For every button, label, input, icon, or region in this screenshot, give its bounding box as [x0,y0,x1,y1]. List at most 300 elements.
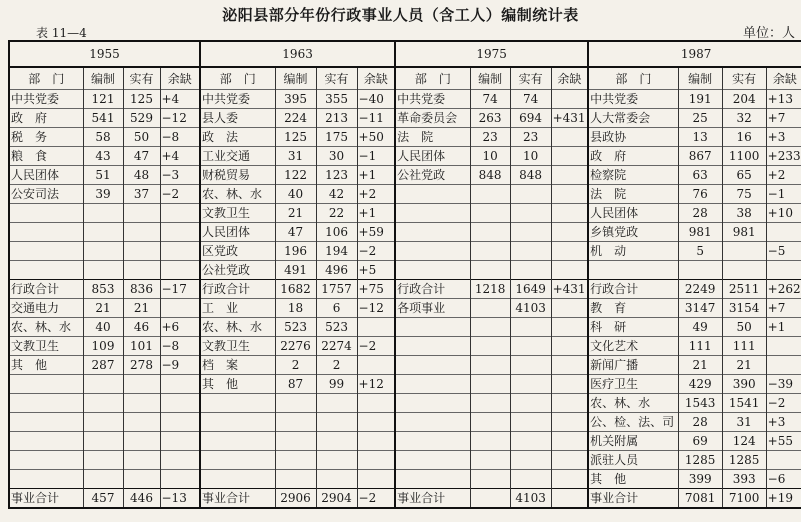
cell-quota [275,451,316,470]
cell-quota [83,204,123,223]
cell-balance: +431 [551,280,588,299]
column-header: 部 门 [588,67,678,90]
year-header: 1975 [395,41,588,67]
cell-unit [200,394,275,413]
column-header: 编制 [83,67,123,90]
cell-actual [123,223,160,242]
cell-quota: 21 [83,299,123,318]
cell-unit: 人民团体 [588,204,678,223]
cell-balance: +262 [766,280,801,299]
cell-unit: 政 府 [9,109,83,128]
cell-quota: 457 [83,489,123,509]
cell-actual: 1757 [316,280,357,299]
cell-actual: 42 [316,185,357,204]
cell-quota: 399 [678,470,722,489]
cell-balance [766,337,801,356]
cell-actual: 74 [510,90,551,109]
cell-quota [678,261,722,280]
cell-unit: 工 业 [200,299,275,318]
cell-quota: 1285 [678,451,722,470]
cell-balance: −2 [357,242,395,261]
cell-unit [200,470,275,489]
cell-quota [470,470,510,489]
cell-actual [510,432,551,451]
cell-quota [470,318,510,337]
cell-unit: 人民团体 [9,166,83,185]
cell-actual [123,242,160,261]
cell-balance: −17 [160,280,200,299]
column-header: 部 门 [9,67,83,90]
cell-balance [160,413,200,432]
cell-actual [722,261,766,280]
cell-actual: 1649 [510,280,551,299]
table-row [9,204,801,223]
cell-quota: 58 [83,128,123,147]
cell-actual [123,261,160,280]
cell-balance: +55 [766,432,801,451]
cell-balance: +12 [357,375,395,394]
cell-quota: 10 [470,147,510,166]
cell-quota: 1218 [470,280,510,299]
cell-actual: 10 [510,147,551,166]
cell-unit: 各项事业 [395,299,470,318]
cell-balance [160,451,200,470]
cell-balance: +3 [766,128,801,147]
cell-actual: 529 [123,109,160,128]
table-row [9,375,801,394]
cell-balance: +10 [766,204,801,223]
cell-balance: −13 [160,489,200,509]
cell-quota [470,451,510,470]
cell-quota: 49 [678,318,722,337]
cell-balance [551,204,588,223]
cell-actual [123,375,160,394]
cell-balance [357,470,395,489]
cell-balance: −2 [766,394,801,413]
cell-quota: 224 [275,109,316,128]
cell-unit: 检察院 [588,166,678,185]
cell-balance: −1 [766,185,801,204]
cell-actual [510,185,551,204]
cell-quota: 18 [275,299,316,318]
cell-unit [9,470,83,489]
cell-unit: 农、林、水 [9,318,83,337]
cell-actual [510,394,551,413]
cell-balance [551,451,588,470]
cell-actual [510,242,551,261]
cell-unit: 人大常委会 [588,109,678,128]
cell-actual: 393 [722,470,766,489]
cell-actual [123,451,160,470]
cell-quota [470,204,510,223]
cell-actual [123,413,160,432]
cell-unit: 其 他 [200,375,275,394]
cell-quota: 2 [275,356,316,375]
cell-quota [470,337,510,356]
cell-actual [316,432,357,451]
cell-quota: 40 [275,185,316,204]
cell-actual: 22 [316,204,357,223]
cell-balance: −40 [357,90,395,109]
cell-balance: −2 [160,185,200,204]
column-header: 余缺 [766,67,801,90]
cell-unit: 交通电力 [9,299,83,318]
cell-quota [275,394,316,413]
cell-unit [200,413,275,432]
cell-unit [9,451,83,470]
table-row [9,413,801,432]
cell-actual: 31 [722,413,766,432]
cell-actual: 21 [722,356,766,375]
cell-balance [551,375,588,394]
cell-actual: 2 [316,356,357,375]
cell-unit: 公社党政 [395,166,470,185]
cell-unit [395,185,470,204]
cell-quota: 122 [275,166,316,185]
cell-balance [160,261,200,280]
cell-quota: 111 [678,337,722,356]
cell-balance: +233 [766,147,801,166]
cell-quota [83,242,123,261]
cell-actual: 981 [722,223,766,242]
cell-balance: +2 [357,185,395,204]
cell-quota: 21 [678,356,722,375]
cell-quota [275,470,316,489]
cell-actual: 46 [123,318,160,337]
cell-quota: 87 [275,375,316,394]
cell-unit: 政 府 [588,147,678,166]
cell-actual: 75 [722,185,766,204]
cell-quota: 40 [83,318,123,337]
table-row [9,261,801,280]
cell-unit: 档 案 [200,356,275,375]
cell-actual: 125 [123,90,160,109]
cell-quota: 39 [83,185,123,204]
cell-balance: +2 [766,166,801,185]
cell-actual [316,394,357,413]
cell-actual [123,394,160,413]
cell-unit: 工业交通 [200,147,275,166]
cell-quota: 28 [678,204,722,223]
cell-balance [551,432,588,451]
cell-balance [160,394,200,413]
year-header: 1987 [588,41,801,67]
cell-quota [470,242,510,261]
column-header: 实有 [722,67,766,90]
column-header: 实有 [316,67,357,90]
cell-actual: 694 [510,109,551,128]
cell-balance [551,337,588,356]
cell-unit: 农、林、水 [200,185,275,204]
cell-actual: 3154 [722,299,766,318]
cell-quota [83,375,123,394]
cell-unit [395,432,470,451]
table-row [9,90,801,109]
cell-quota [470,299,510,318]
cell-actual [722,242,766,261]
cell-unit: 区党政 [200,242,275,261]
cell-unit [395,356,470,375]
cell-quota: 491 [275,261,316,280]
column-header: 实有 [123,67,160,90]
cell-balance: +6 [160,318,200,337]
cell-actual: 16 [722,128,766,147]
cell-quota: 25 [678,109,722,128]
cell-quota: 28 [678,413,722,432]
cell-actual: 4103 [510,299,551,318]
cell-quota: 981 [678,223,722,242]
cell-unit [395,413,470,432]
cell-unit [395,204,470,223]
cell-unit: 县政协 [588,128,678,147]
cell-balance [551,356,588,375]
cell-actual: 213 [316,109,357,128]
cell-actual: 65 [722,166,766,185]
cell-actual [316,413,357,432]
cell-balance [551,128,588,147]
cell-unit: 乡镇党政 [588,223,678,242]
cell-actual: 7100 [722,489,766,509]
column-header: 实有 [510,67,551,90]
cell-balance: +5 [357,261,395,280]
cell-quota [83,432,123,451]
staffing-table [8,40,801,509]
table-row [9,432,801,451]
cell-unit: 文教卫生 [200,337,275,356]
cell-quota [470,413,510,432]
cell-actual: 278 [123,356,160,375]
cell-balance: −11 [357,109,395,128]
cell-unit: 中共党委 [200,90,275,109]
cell-actual: 194 [316,242,357,261]
column-header: 编制 [275,67,316,90]
cell-actual: 123 [316,166,357,185]
cell-quota: 5 [678,242,722,261]
cell-unit: 粮 食 [9,147,83,166]
cell-unit: 其 他 [9,356,83,375]
cell-actual: 50 [722,318,766,337]
cell-unit [395,470,470,489]
cell-quota: 125 [275,128,316,147]
table-row [9,242,801,261]
cell-quota [470,432,510,451]
cell-actual: 175 [316,128,357,147]
cell-quota: 3147 [678,299,722,318]
cell-unit [395,394,470,413]
cell-unit: 医疗卫生 [588,375,678,394]
cell-unit [395,375,470,394]
cell-unit: 公社党政 [200,261,275,280]
cell-unit: 中共党委 [395,90,470,109]
cell-unit: 其 他 [588,470,678,489]
cell-unit: 人民团体 [200,223,275,242]
cell-actual [123,432,160,451]
cell-unit: 文教卫生 [9,337,83,356]
cell-unit: 机 动 [588,242,678,261]
cell-unit [9,394,83,413]
cell-quota: 541 [83,109,123,128]
cell-unit [395,261,470,280]
cell-quota [470,223,510,242]
cell-actual: 390 [722,375,766,394]
cell-balance: +7 [766,109,801,128]
cell-unit: 事业合计 [200,489,275,509]
cell-quota [470,356,510,375]
cell-unit: 法 院 [395,128,470,147]
cell-balance [357,318,395,337]
cell-quota: 31 [275,147,316,166]
cell-balance: −8 [160,337,200,356]
cell-balance: −12 [357,299,395,318]
cell-unit [9,223,83,242]
cell-actual: 4103 [510,489,551,509]
cell-quota: 63 [678,166,722,185]
cell-quota: 51 [83,166,123,185]
cell-actual: 2511 [722,280,766,299]
table-row [9,318,801,337]
cell-balance [160,204,200,223]
cell-balance [766,451,801,470]
cell-quota: 848 [470,166,510,185]
cell-actual: 1541 [722,394,766,413]
cell-balance: +75 [357,280,395,299]
cell-unit: 行政合计 [588,280,678,299]
column-header: 部 门 [200,67,275,90]
year-header: 1955 [9,41,200,67]
table-number: 表 11—4 [36,26,87,40]
cell-unit [395,451,470,470]
cell-quota: 13 [678,128,722,147]
cell-quota: 429 [678,375,722,394]
cell-balance: +50 [357,128,395,147]
cell-balance [551,185,588,204]
cell-actual: 836 [123,280,160,299]
table-row [9,489,801,509]
cell-unit: 政 法 [200,128,275,147]
cell-unit: 机关附属 [588,432,678,451]
cell-actual: 99 [316,375,357,394]
cell-unit: 农、林、水 [200,318,275,337]
cell-balance [766,356,801,375]
cell-actual: 48 [123,166,160,185]
cell-unit: 农、林、水 [588,394,678,413]
cell-actual: 21 [123,299,160,318]
cell-unit [9,204,83,223]
cell-actual: 38 [722,204,766,223]
cell-actual [510,204,551,223]
cell-quota: 7081 [678,489,722,509]
cell-quota: 121 [83,90,123,109]
cell-actual: 101 [123,337,160,356]
cell-quota [470,375,510,394]
cell-unit: 财税贸易 [200,166,275,185]
cell-unit: 公、检、法、司 [588,413,678,432]
cell-actual [510,223,551,242]
cell-balance: −1 [357,147,395,166]
cell-unit: 行政合计 [9,280,83,299]
cell-actual: 1285 [722,451,766,470]
cell-actual: 50 [123,128,160,147]
table-row [9,223,801,242]
cell-quota: 867 [678,147,722,166]
table-title: 泌阳县部分年份行政事业人员（含工人）编制统计表 [222,6,579,24]
cell-quota [275,432,316,451]
cell-unit: 人民团体 [395,147,470,166]
table-row [9,451,801,470]
cell-quota: 395 [275,90,316,109]
cell-actual: 355 [316,90,357,109]
cell-balance: −3 [160,166,200,185]
cell-quota: 287 [83,356,123,375]
table-row [9,280,801,299]
column-header: 编制 [678,67,722,90]
cell-balance: +1 [357,204,395,223]
cell-quota: 21 [275,204,316,223]
cell-quota [83,470,123,489]
cell-balance: −39 [766,375,801,394]
cell-quota: 191 [678,90,722,109]
cell-balance: +13 [766,90,801,109]
cell-balance [357,356,395,375]
cell-actual [510,261,551,280]
table-row [9,185,801,204]
cell-balance: +1 [357,166,395,185]
cell-unit: 新闻广播 [588,356,678,375]
cell-balance: +431 [551,109,588,128]
cell-quota: 23 [470,128,510,147]
cell-actual: 523 [316,318,357,337]
cell-balance [551,489,588,509]
table-row [9,470,801,489]
cell-balance [357,413,395,432]
column-header: 编制 [470,67,510,90]
cell-quota: 69 [678,432,722,451]
cell-unit: 文化艺术 [588,337,678,356]
cell-unit: 科 研 [588,318,678,337]
cell-actual [510,337,551,356]
cell-quota: 76 [678,185,722,204]
cell-balance: +1 [766,318,801,337]
cell-balance [551,299,588,318]
cell-balance [551,318,588,337]
cell-unit [588,261,678,280]
cell-unit [395,318,470,337]
cell-actual: 1100 [722,147,766,166]
cell-balance [160,299,200,318]
cell-unit: 事业合计 [588,489,678,509]
cell-actual: 30 [316,147,357,166]
cell-balance [551,242,588,261]
column-header: 部 门 [395,67,470,90]
cell-balance: +7 [766,299,801,318]
cell-quota [83,413,123,432]
cell-quota: 1543 [678,394,722,413]
cell-balance: −2 [357,489,395,509]
cell-actual [510,413,551,432]
cell-unit: 法 院 [588,185,678,204]
cell-quota: 43 [83,147,123,166]
cell-unit [9,261,83,280]
cell-balance: +4 [160,90,200,109]
cell-unit: 事业合计 [9,489,83,509]
cell-quota [83,261,123,280]
column-header: 余缺 [357,67,395,90]
cell-unit: 教 育 [588,299,678,318]
cell-unit: 中共党委 [9,90,83,109]
cell-actual: 106 [316,223,357,242]
cell-quota: 263 [470,109,510,128]
cell-unit [200,432,275,451]
